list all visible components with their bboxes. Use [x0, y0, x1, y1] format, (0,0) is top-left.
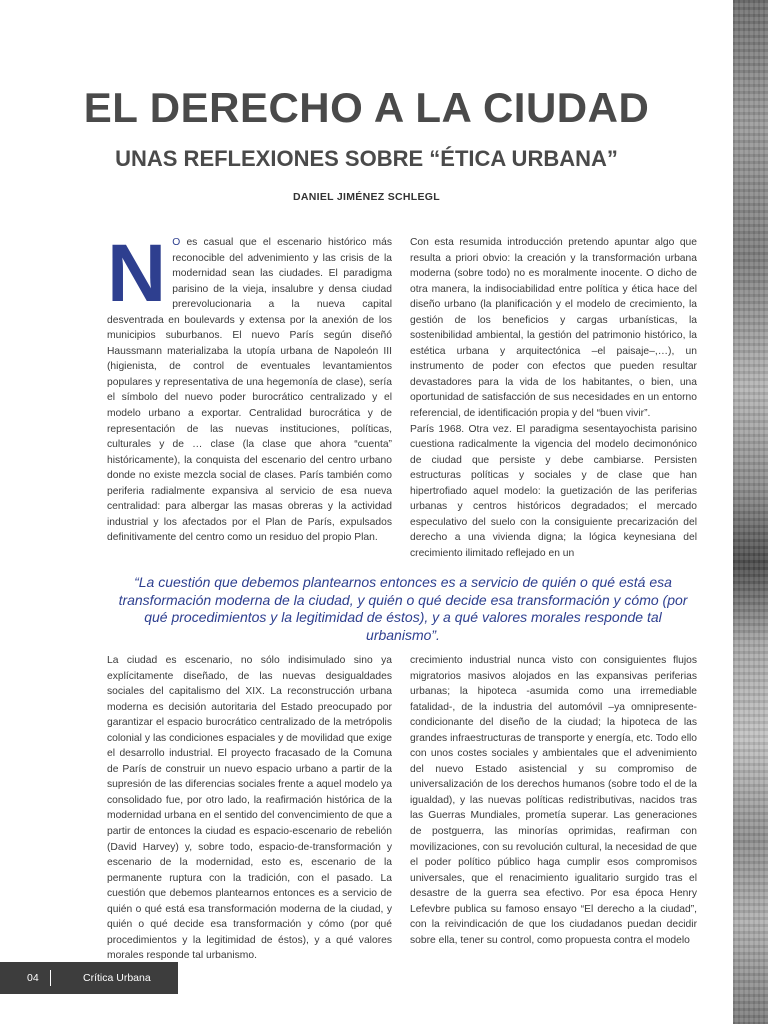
pull-quote: “La cuestión que debemos plantearnos entonces es a servicio de quién o qué está esa transformación moderna de la ciudad, y quién o qué decide esa transformación y cómo (por qué procedimientos y la legitimidad de éstos), y a qué valores morales responde tal urbanismo”.	[118, 574, 688, 643]
author-byline: DANIEL JIMÉNEZ SCHLEGL	[292, 191, 440, 203]
paragraph-3: París 1968. Otra vez. El paradigma sesentayochista parisino cuestiona radicalmente la vigencia del modelo decimonónico de ciudad que persiste y debe cambiarse. Persisten estructuras políticas y sociales y de clase que han hipertrofiado aquel modelo: la guetización de las periferias urbanas y centros históricos degradados; el mercado especulativo del suelo con la consiguiente precarización del derecho a una vivienda digna; la lógica keynesiana del crecimiento ilimitado reflejado en un	[410, 423, 697, 559]
lead-letter: O	[172, 237, 181, 248]
paragraph-5: crecimiento industrial nunca visto con consiguientes flujos migratorios masivos alojados en las expansivas periferias urbanas; la hipoteca -asumida como una irremediable fatalidad-, de la industria del automóvil –ya omnipresente-condicionante del diseño de la ciudad; la hipoteca de las grandes infraestructuras de transporte y energía, etc. Todo ello con unos costes sociales y ambientales que el advenimiento del nuevo Estado asistencial y su compromiso de universalización de los derechos humanos (sobre todo el de la igualdad), y las nuevas políticas redistributivas, nacidos tras las Guerras Mundiales, prometía superar. Las generaciones de postguerra, las minorías oprimidas, reafirman con movilizaciones, con su revolución cultural, la necesidad de que el poder político público haga cumplir esos compromisos universales, que el renacimiento igualitario surgido tras el desastre de la guerra sea efectivo. Por esa época Henry Lefevbre publica su famoso ensayo “El derecho a la ciudad”, con la reivindicación de que los ciudadanos puedan decidir sobre ella, tener su control, como propuesta contra el modelo	[410, 655, 697, 946]
paragraph-intro-text: es casual que el escenario histórico más reconocible del advenimiento y las crisis de la modernidad sean las ciudades. El paradigma parisino de la vieja, insalubre y densa ciudad prerevolucionaria a la nueva capital desventrada en boulevards y extensa por la anexión de los municipios suburbanos. El nuevo París según diseñó Haussmann materializaba la utopía urbana de Napoleón III (higienista, de control de eventuales levantamientos populares y representativa de una hegemonía de clase), sería el símbolo del nuevo poder burocrático centralizado y el modelo urbano a exportar. Centralidad burocrática y de representación de las nuevas instituciones, políticas, culturales y de … clase (la clase que ahora “cuenta” históricamente), la conquista del escenario del centro urbano donde no existe mezcla social de clases. París también como periferia radialmente expansiva al servicio de esa nueva centralidad: para albergar las masas obreras y la actividad industrial y los afectados por el Plan de París, expulsados definitivamente del centro como un residuo del propio Plan.	[107, 237, 392, 544]
publication-name: Crítica Urbana	[83, 972, 151, 984]
paragraph-4: La ciudad es escenario, no sólo indisimulado sino ya explícitamente diseñado, de las nuevas desigualdades sociales del capitalismo del XIX. La reconstrucción urbana moderna es decisión autoritaria del Estado preocupado por garantizar el espacio burocrático centralizado de la metrópolis colonial y las condiciones espaciales y de movilidad que exige el desarrollo industrial. El proyecto fracasado de la Comuna de París de construir un nuevo espacio urbano a partir de la supresión de las diferencias sociales frente a aquel modelo ya consolidado fue, por otro lado, la reafirmación histórica de la modernidad urbana en el sentido del convencimiento de que a partir de entonces la ciudad es espacio-escenario de rebelión (David Harvey) y, sobre todo, espacio-de-transformación y escenario de la modernidad, esto es, escenario de la permanente ruptura con la tradición, con el pasado. La cuestión que debemos plantearnos entonces es a servicio de quién o qué está esa transformación moderna de la ciudad, y quién o qué decide esa transformación y cómo (por qué procedimientos y la legitimidad de éstos), y a qué valores morales responde tal urbanismo.	[107, 655, 392, 962]
page-number: 04	[27, 972, 39, 984]
side-photo-strip	[733, 0, 768, 1024]
paragraph-2: Con esta resumida introducción pretendo apuntar algo que resulta a priori obvio: la creación y la transformación urbana moderna (sobre todo) no es moralmente inocente. O dicho de otra manera, la indisociabilidad entre política y ética hace del diseño urbano (la planificación y el modelo de crecimiento, la gestión de los beneficios y cargas urbanísticas, la sostenibilidad ambiental, la gestión del patrimonio histórico, la estética urbana y arquitectónica –el paisaje–,…), un instrumento de poder con efectos que pueden resultar devastadores para la vida de los habitantes, o bien, una oportunidad de satisfacción de sus necesidades en un entorno referencial, de identificación propia y del “buen vivir”.	[410, 237, 697, 420]
article-subtitle: UNAS REFLEXIONES SOBRE “ÉTICA URBANA”	[115, 146, 618, 171]
drop-cap: N	[107, 228, 167, 319]
article-column-2	[410, 235, 697, 561]
article-column-1	[107, 228, 392, 546]
article-column-4	[410, 653, 697, 948]
article-title: EL DERECHO A LA CIUDAD	[83, 84, 650, 131]
footer-divider	[50, 970, 51, 986]
article-column-3	[107, 653, 392, 964]
